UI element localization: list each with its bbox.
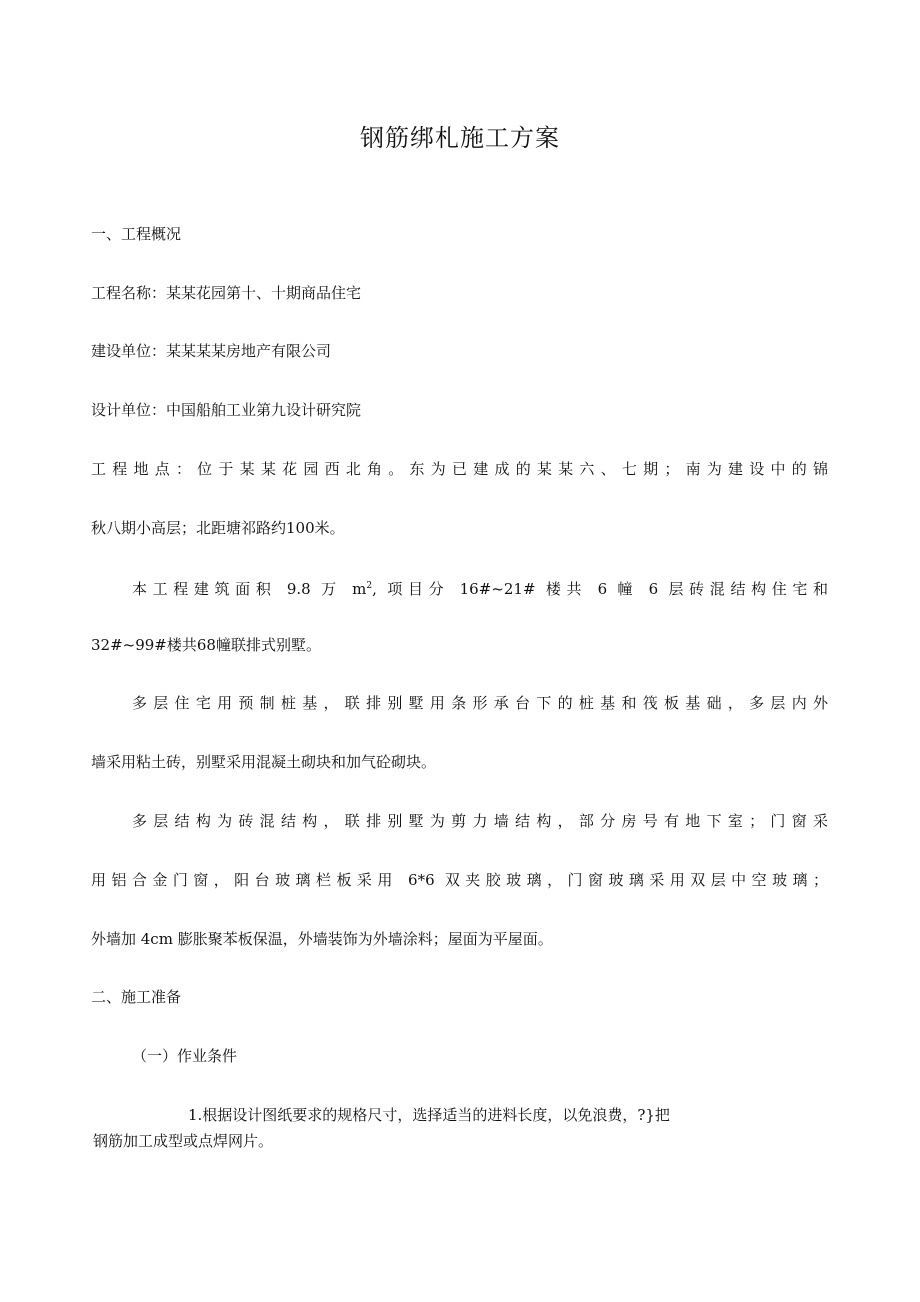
location-line-1: 工程地点：位于某某花园西北角。东为已建成的某某六、七期；南为建设中的锦 [91, 460, 828, 478]
foundation-line-2: 墙采用粘土砖，别墅采用混凝土砌块和加气砼砌块。 [91, 753, 437, 771]
item-1-line-2: 钢筋加工成型或点焊网片。 [93, 1132, 274, 1150]
project-name-line: 工程名称：某某花园第十、十期商品住宅 [91, 284, 362, 302]
design-unit-line: 设计单位：中国船舶工业第九设计研究院 [91, 401, 362, 419]
construction-unit-line: 建设单位：某某某某房地产有限公司 [91, 342, 332, 360]
area-superscript: 2 [366, 581, 373, 591]
subsection-heading: （一）作业条件 [132, 1047, 238, 1065]
item-1-line-1: 1.根据设计图纸要求的规格尺寸，选择适当的进料长度，以免浪费，?}把 [188, 1106, 670, 1124]
area-text-part-2: , 项目分 16#~21# 楼共 6 幢 6 层砖混结构住宅和 [372, 580, 828, 598]
document-title: 钢筋绑札施工方案 [360, 124, 560, 152]
section-heading: 一、工程概况 [91, 225, 182, 243]
location-line-2: 秋八期小高层；北距塘祁路约100米。 [91, 519, 345, 537]
foundation-line-1: 多层住宅用预制桩基，联排别墅用条形承台下的桩基和筏板基础，多层内外 [132, 694, 828, 712]
area-text-part-1: 本工程建筑面积 9.8 万 m [132, 580, 367, 598]
section-heading: 二、施工准备 [91, 988, 182, 1006]
structure-line-3: 外墙加 4cm 膨胀聚苯板保温，外墙装饰为外墙涂料；屋面为平屋面。 [91, 930, 553, 948]
structure-line-1: 多层结构为砖混结构，联排别墅为剪力墙结构，部分房号有地下室；门窗采 [132, 812, 828, 830]
area-line-2: 32#~99#楼共68幢联排式别墅。 [91, 636, 321, 654]
area-line-1 [132, 576, 828, 599]
structure-line-2: 用铝合金门窗，阳台玻璃栏板采用 6*6 双夹胶玻璃，门窗玻璃采用双层中空玻璃； [91, 871, 828, 889]
